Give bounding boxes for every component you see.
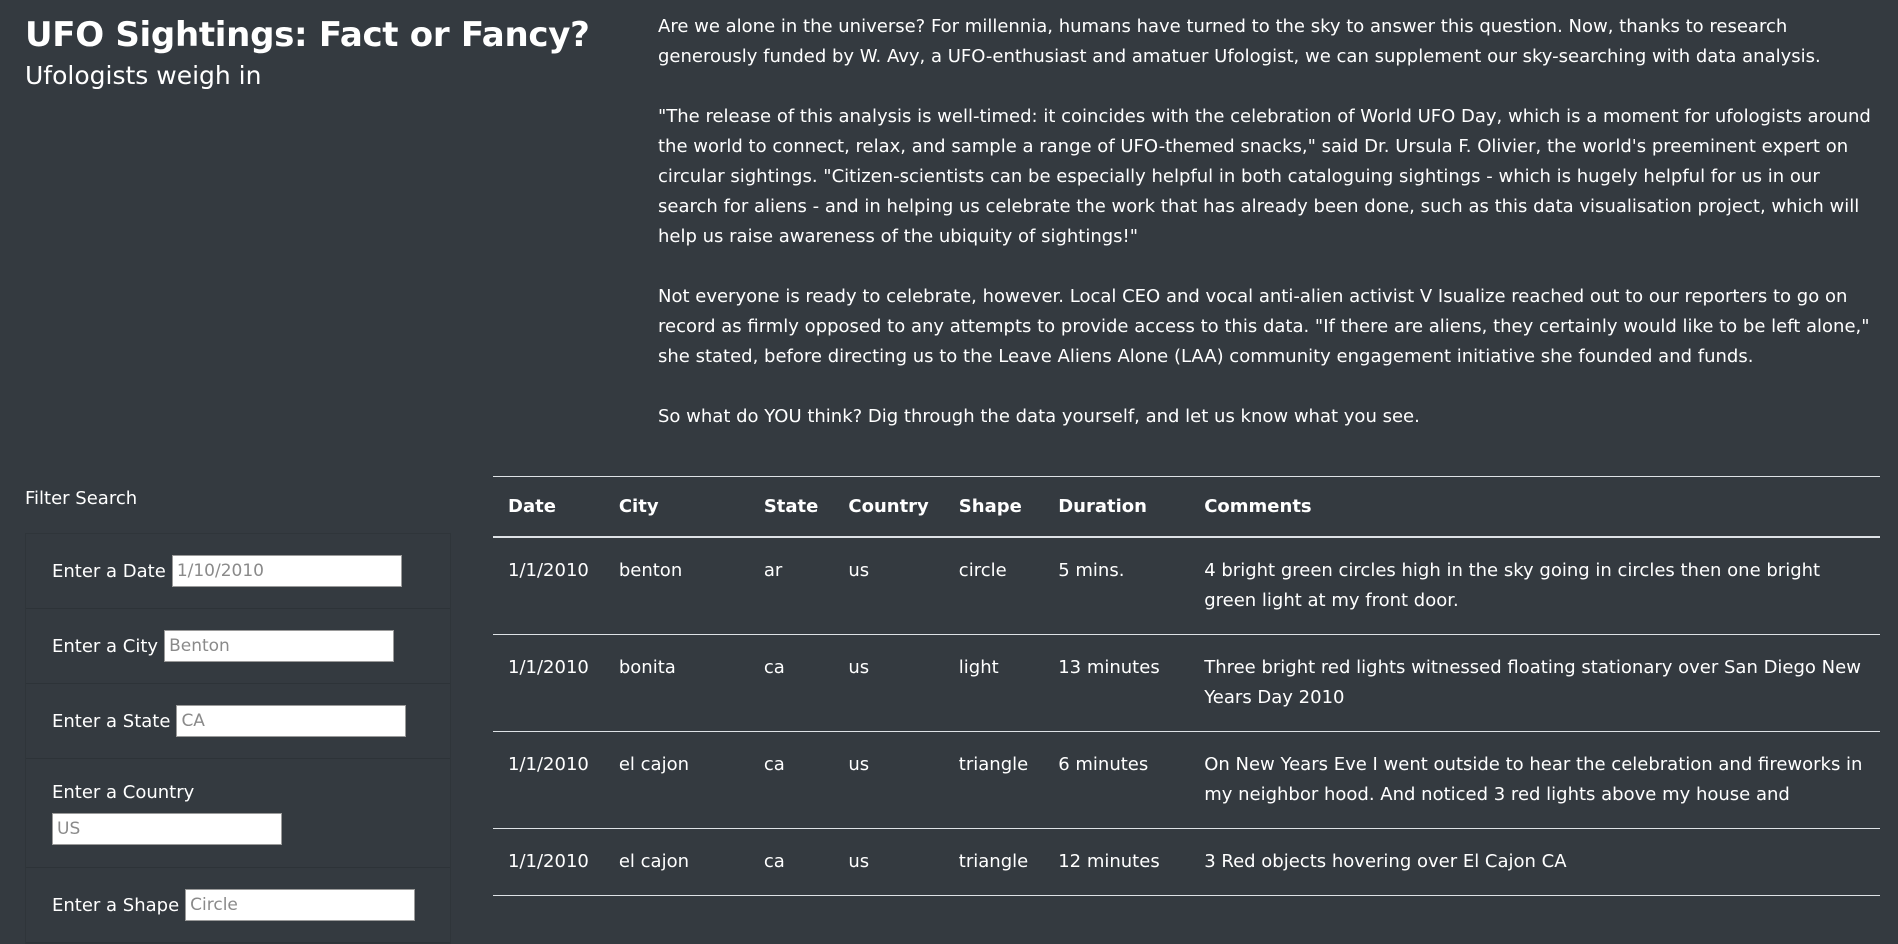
article-paragraph: So what do YOU think? Dig through the data yourself, and let us know what you see. <box>658 406 1420 427</box>
cell-shape: triangle <box>944 731 1043 828</box>
cell-date: 1/1/2010 <box>493 537 604 635</box>
cell-country: us <box>833 828 943 895</box>
table-row <box>493 828 1880 895</box>
sightings-table-container <box>493 476 1880 896</box>
column-header-country: Country <box>833 477 943 537</box>
sightings-table <box>493 476 1880 896</box>
city-filter-label: Enter a City <box>52 635 159 657</box>
filter-item-state <box>26 684 450 759</box>
cell-country: us <box>833 537 943 635</box>
cell-city: bonita <box>604 634 749 731</box>
cell-state: ca <box>749 731 834 828</box>
filter-search-title: Filter Search <box>25 488 138 509</box>
cell-country: us <box>833 731 943 828</box>
column-header-state: State <box>749 477 834 537</box>
table-row <box>493 537 1880 635</box>
shape-filter-input[interactable] <box>185 889 415 921</box>
cell-date: 1/1/2010 <box>493 634 604 731</box>
cell-country: us <box>833 634 943 731</box>
page-subtitle: Ufologists weigh in <box>25 61 262 90</box>
cell-shape: light <box>944 634 1043 731</box>
filter-list <box>25 533 451 944</box>
article-body <box>658 12 1878 462</box>
column-header-date: Date <box>493 477 604 537</box>
column-header-duration: Duration <box>1043 477 1189 537</box>
column-header-shape: Shape <box>944 477 1043 537</box>
cell-city: el cajon <box>604 731 749 828</box>
country-filter-input[interactable] <box>52 813 282 845</box>
cell-state: ca <box>749 828 834 895</box>
filter-item-city <box>26 609 450 684</box>
cell-state: ca <box>749 634 834 731</box>
shape-filter-label: Enter a Shape <box>52 894 180 916</box>
article-paragraph: Are we alone in the universe? For millennia, humans have turned to the sky to answer this question. Now, thanks to research generously funded by W. Avy, a UFO-enthusiast and amatuer Ufologist, we can supplement our sky-searching with data analysis. <box>658 16 1821 67</box>
cell-date: 1/1/2010 <box>493 731 604 828</box>
cell-duration: 5 mins. <box>1043 537 1189 635</box>
column-header-comments: Comments <box>1189 477 1880 537</box>
article-paragraph: "The release of this analysis is well-timed: it coincides with the celebration of World UFO Day, which is a moment for ufologists around the world to connect, relax, and sample a range of UFO-themed snacks," said Dr. Ursula F. Olivier, the world's preeminent expert on circular sightings. "Citizen-scientists can be especially helpful in both cataloguing sightings - which is hugely helpful for us in our search for aliens - and in helping us celebrate the work that has already been done, such as this data visualisation project, which will help us raise awareness of the ubiquity of sightings!" <box>658 106 1871 247</box>
filter-item-shape <box>26 868 450 943</box>
cell-shape: circle <box>944 537 1043 635</box>
date-filter-label: Enter a Date <box>52 560 166 582</box>
cell-city: benton <box>604 537 749 635</box>
table-row <box>493 634 1880 731</box>
cell-duration: 6 minutes <box>1043 731 1189 828</box>
city-filter-input[interactable] <box>164 630 394 662</box>
cell-comments: Three bright red lights witnessed floating stationary over San Diego New Years Day 2010 <box>1189 634 1880 731</box>
article-paragraph: Not everyone is ready to celebrate, however. Local CEO and vocal anti-alien activist V Isualize reached out to our reporters to go on record as firmly opposed to any attempts to provide access to this data. "If there are aliens, they certainly would like to be left alone," she stated, before directing us to the Leave Aliens Alone (LAA) community engagement initiative she founded and funds. <box>658 286 1870 367</box>
page-header <box>25 12 625 94</box>
cell-date: 1/1/2010 <box>493 828 604 895</box>
country-filter-label: Enter a Country <box>52 781 195 803</box>
table-row <box>493 731 1880 828</box>
cell-comments: 4 bright green circles high in the sky going in circles then one bright green light at my front door. <box>1189 537 1880 635</box>
cell-comments: On New Years Eve I went outside to hear the celebration and fireworks in my neighbor hood. And noticed 3 red lights above my house and <box>1189 731 1880 828</box>
page-title: UFO Sightings: Fact or Fancy? <box>25 15 590 55</box>
state-filter-input[interactable] <box>176 705 406 737</box>
cell-duration: 12 minutes <box>1043 828 1189 895</box>
state-filter-label: Enter a State <box>52 710 171 732</box>
cell-duration: 13 minutes <box>1043 634 1189 731</box>
table-header-row <box>493 477 1880 537</box>
cell-city: el cajon <box>604 828 749 895</box>
column-header-city: City <box>604 477 749 537</box>
cell-shape: triangle <box>944 828 1043 895</box>
filter-item-date <box>26 534 450 609</box>
cell-state: ar <box>749 537 834 635</box>
cell-comments: 3 Red objects hovering over El Cajon CA <box>1189 828 1880 895</box>
filter-item-country <box>26 759 450 868</box>
date-filter-input[interactable] <box>172 555 402 587</box>
